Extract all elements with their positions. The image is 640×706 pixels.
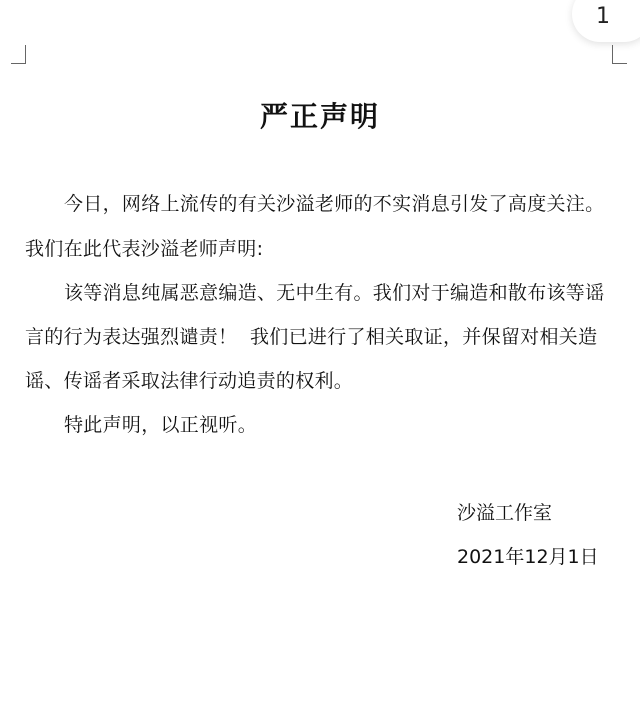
date: 2021年12月1日	[457, 546, 599, 568]
body-line: 谣、传谣者采取法律行动追责的权利。	[25, 370, 354, 392]
body-line: 我们在此代表沙溢老师声明:	[25, 238, 264, 260]
margin-corner-mark-left	[11, 45, 26, 64]
margin-corner-mark-right	[612, 45, 627, 64]
signature: 沙溢工作室	[457, 502, 553, 524]
body-line: 言的行为表达强烈谴责！ 我们已进行了相关取证，并保留对相关造	[25, 326, 598, 348]
page-number: 1	[596, 4, 610, 29]
body-line: 该等消息纯属恶意编造、无中生有。我们对于编造和散布该等谣	[64, 282, 605, 304]
body-line: 今日，网络上流传的有关沙溢老师的不实消息引发了高度关注。	[64, 193, 605, 215]
document-title: 严正声明	[259, 100, 380, 133]
body-line: 特此声明，以正视听。	[64, 414, 258, 436]
